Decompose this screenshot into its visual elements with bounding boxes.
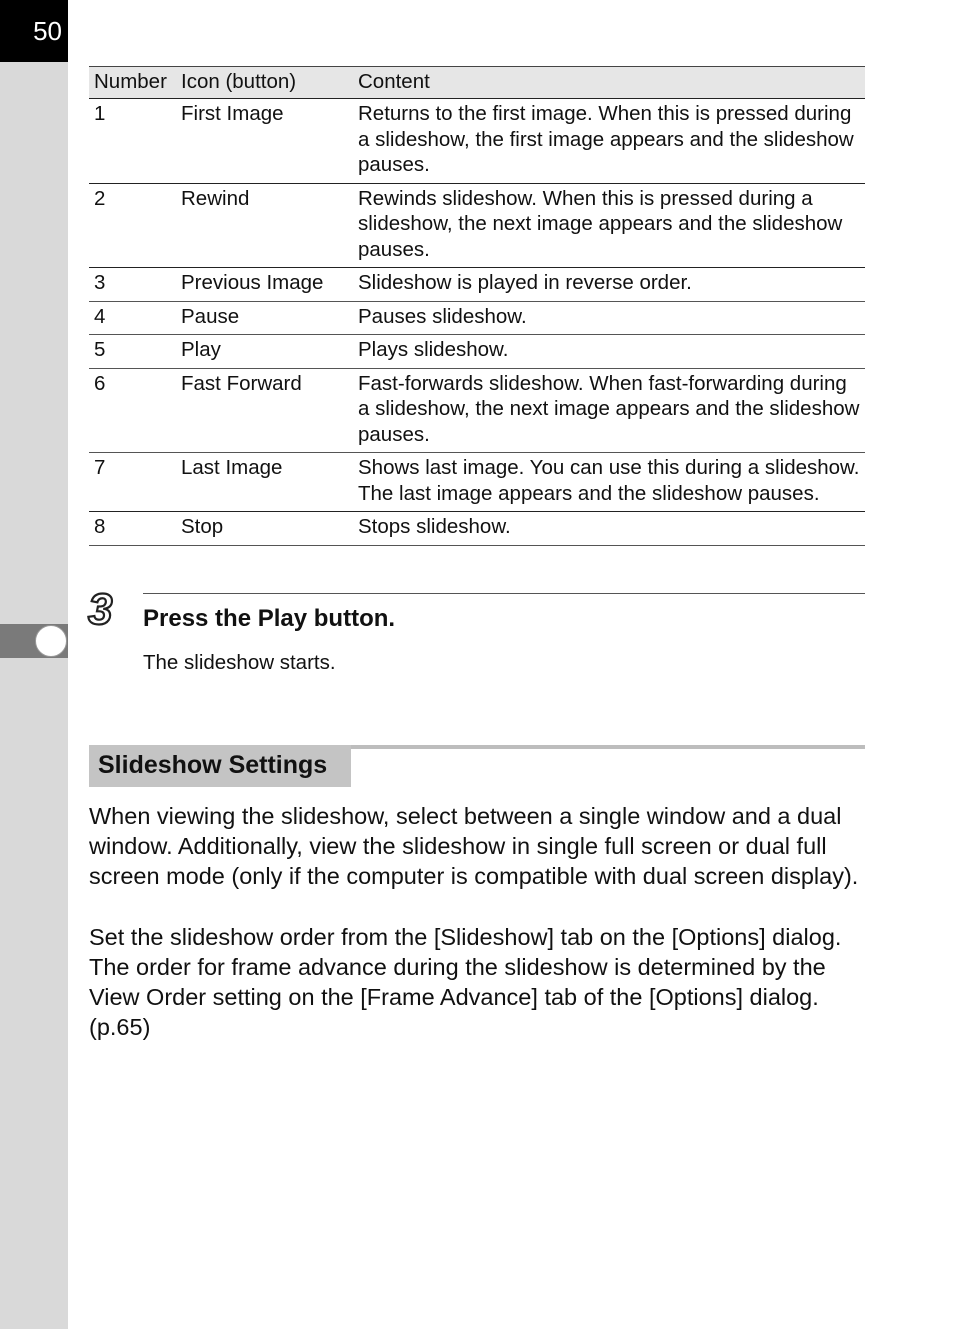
row-icon-name: First Image	[176, 99, 353, 184]
row-number: 4	[89, 301, 176, 335]
row-content: Slideshow is played in reverse order.	[353, 268, 865, 302]
table-row	[89, 301, 865, 335]
table-row	[89, 368, 865, 453]
row-icon-name: Previous Image	[176, 268, 353, 302]
table-row	[89, 99, 865, 184]
row-icon-name: Stop	[176, 512, 353, 546]
row-number: 8	[89, 512, 176, 546]
row-content: Shows last image. You can use this during a slideshow. The last image appears and the slideshow pauses.	[353, 453, 865, 512]
row-icon-name: Last Image	[176, 453, 353, 512]
table-row	[89, 512, 865, 546]
page-number: 50	[0, 0, 68, 62]
row-content: Plays slideshow.	[353, 335, 865, 369]
step-title: Press the Play button.	[143, 605, 396, 632]
body-paragraph: When viewing the slideshow, select between a single window and a dual window. Additionally, view the slideshow in single full screen or dual full screen mode (only if the computer is compatible with dual screen display).	[89, 803, 859, 889]
row-number: 1	[89, 99, 176, 184]
row-content: Rewinds slideshow. When this is pressed during a slideshow, the next image appears and the slideshow pauses.	[353, 183, 865, 268]
row-icon-name: Play	[176, 335, 353, 369]
chapter-tab	[0, 624, 68, 658]
row-icon-name: Rewind	[176, 183, 353, 268]
button-description-table	[89, 66, 865, 546]
row-number: 2	[89, 183, 176, 268]
row-content: Pauses slideshow.	[353, 301, 865, 335]
chapter-tab-marker	[35, 625, 67, 657]
header-content: Content	[353, 67, 865, 99]
row-icon-name: Fast Forward	[176, 368, 353, 453]
row-content: Fast-forwards slideshow. When fast-forwarding during a slideshow, the next image appears and the slideshow pauses.	[353, 368, 865, 453]
row-icon-name: Pause	[176, 301, 353, 335]
table-row	[89, 453, 865, 512]
header-number: Number	[89, 67, 176, 99]
row-number: 6	[89, 368, 176, 453]
body-paragraph: Set the slideshow order from the [Slideshow] tab on the [Options] dialog. The order for frame advance during the slideshow is determined by the View Order setting on the [Frame Advance] tab of the [Options] dialog. (p.65)	[89, 924, 842, 1040]
header-icon: Icon (button)	[176, 67, 353, 99]
row-content: Stops slideshow.	[353, 512, 865, 546]
row-number: 3	[89, 268, 176, 302]
table-row	[89, 335, 865, 369]
row-number: 5	[89, 335, 176, 369]
row-number: 7	[89, 453, 176, 512]
step-description: The slideshow starts.	[143, 651, 336, 674]
table-header-row	[89, 67, 865, 99]
table-row	[89, 183, 865, 268]
section-heading: Slideshow Settings	[89, 745, 351, 787]
table-row	[89, 268, 865, 302]
step-divider	[143, 593, 865, 594]
row-content: Returns to the first image. When this is pressed during a slideshow, the first image appears and the slideshow pauses.	[353, 99, 865, 184]
side-margin-strip	[0, 0, 68, 1329]
step-number: 3	[88, 585, 113, 634]
